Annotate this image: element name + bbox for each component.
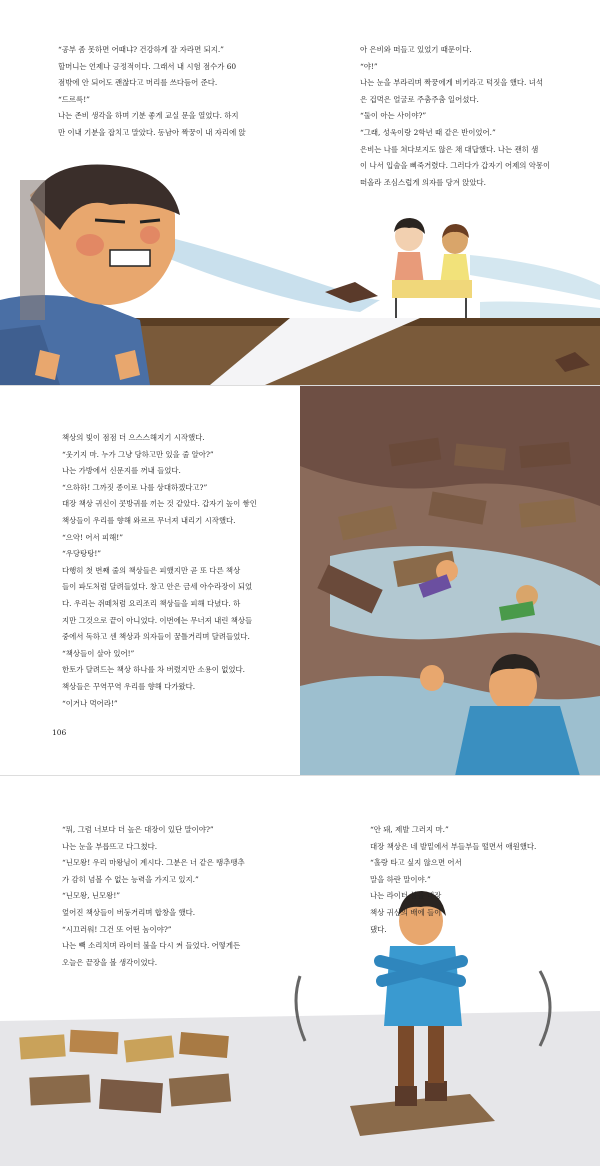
text-line: 가 감히 넘볼 수 없는 능력을 가지고 있지.”: [62, 874, 199, 884]
text-line: 이 나서 입술을 삐죽거렸다. 그러다가 갑자기 어제의 악몽이: [360, 161, 551, 171]
text-line: “닌모왕, 닌모왕!”: [62, 891, 121, 901]
text-line: 점밖에 안 되어도 괜찮다고 머리를 쓰다듬어 준다.: [58, 78, 218, 88]
kids-at-desk: [392, 218, 472, 318]
text-line: 만 이내 기분을 잡치고 말았다. 동남아 짝꿍이 내 자리에 앉: [58, 127, 246, 137]
text-line: 나는 가방에서 신문지를 꺼내 들었다.: [62, 466, 181, 476]
spread-3: [0, 775, 600, 1166]
text-line: 중에서 독하고 센 책상과 의자들이 꿈틀거리며 달려들었다.: [62, 632, 250, 642]
text-line: 나는 라이터 불을 대장: [370, 891, 442, 901]
text-line: “닌모왕! 우리 마왕님이 계시다. 그분은 너 같은 땡추땡추: [62, 858, 245, 868]
spread-1: [0, 0, 600, 385]
text-line: 나는 눈을 부라리며 짝꿍에게 비키라고 턱짓을 했다. 녀석: [360, 78, 544, 88]
text-block-left: [62, 822, 245, 971]
text-block-right: [360, 42, 550, 191]
text-line: 오늘은 끝장을 볼 생각이었다.: [62, 957, 158, 967]
text-line: 다행히 첫 번째 줄의 책상들은 피했지만 곧 또 다른 책상: [62, 565, 241, 575]
text-line: 대장 책상은 네 발밑에서 부들부들 떨면서 애원했다.: [370, 841, 537, 851]
text-line: 댔다.: [370, 924, 387, 934]
text-line: “우당탕탕!”: [62, 549, 102, 559]
text-line: “뭐, 그럼 너보다 더 높은 대장이 있단 말이야?”: [62, 825, 214, 834]
text-line: “시끄러워! 그건 또 어떤 놈이야?”: [62, 924, 172, 934]
text-line: “이거나 먹어라!”: [62, 698, 118, 708]
text-line: 대장 책상 귀신이 콧방귀를 끼는 것 같았다. 갑자기 높이 쌓인: [62, 499, 257, 509]
page-number: 106: [52, 728, 67, 737]
text-line: 말을 하란 말이야.”: [370, 874, 431, 884]
text-line: “공부 좀 못하면 어때냐? 건강하게 잘 자라면 되지.”: [58, 45, 224, 54]
text-line: “야!”: [360, 61, 378, 71]
spread-2: [0, 385, 600, 776]
text-line: “으악! 어서 피해!”: [62, 532, 124, 542]
text-line: 은 겁먹은 얼굴로 주춤주춤 일어섰다.: [360, 94, 479, 104]
text-line: “으하하! 그까짓 종이로 나를 상대하겠다고?”: [62, 482, 208, 492]
text-line: 은비는 나를 쳐다보지도 않은 채 대답했다. 나는 괜히 샘: [360, 144, 539, 154]
text-line: “그래, 성욱이랑 2학년 때 같은 반이었어.”: [360, 127, 496, 137]
text-line: “안 돼, 제발 그러지 마.”: [370, 825, 449, 834]
text-line: 책상의 빛이 점점 더 으스스해지기 시작했다.: [62, 433, 205, 442]
wind-swirl: [470, 255, 600, 300]
text-line: 들이 파도처럼 달려들었다. 창고 안은 금세 아수라장이 되었: [62, 582, 253, 592]
text-line: 아 은비와 떠들고 있었기 때문이다.: [360, 45, 472, 54]
text-line: 책상들이 우리를 향해 와르르 무너져 내리기 시작했다.: [62, 515, 236, 525]
wind-swirl: [480, 302, 600, 318]
text-line: 나는 눈을 부릅뜨고 다그쳤다.: [62, 841, 158, 851]
text-line: “드르륵!”: [58, 94, 90, 104]
text-line: 할머니는 언제나 긍정적이다. 그래서 내 시험 점수가 60: [58, 61, 237, 71]
text-line: 책상들은 꾸역꾸역 우리를 향해 다가왔다.: [62, 681, 196, 691]
text-line: 나는 존비 생각을 하며 기분 좋게 교실 문을 열었다. 하지: [58, 111, 239, 121]
text-line: 나는 빽 소리치며 라이터 불을 다시 켜 들었다. 어떻게든: [62, 941, 241, 951]
text-block-left: [58, 42, 246, 142]
text-block-right: [370, 822, 536, 938]
text-line: “홀랑 타고 싶지 않으면 어서: [370, 858, 462, 868]
text-line: 엎어진 책상들이 버둥거리며 합창을 했다.: [62, 907, 196, 917]
text-line: 다. 우리는 쥐떼처럼 요리조리 책상들을 피해 다녔다. 하: [62, 598, 241, 608]
text-line: 지만 그것으로 끝이 아니었다. 이번에는 무너져 내린 책상들: [62, 615, 253, 625]
text-line: 한토가 달려드는 책상 하나를 차 버렸지만 소용이 없었다.: [62, 665, 246, 675]
text-line: “책상들이 살아 있어!”: [62, 648, 135, 658]
text-line: “둘이 아는 사이야?”: [360, 111, 427, 121]
text-line: 떠올라 조심스럽게 의자를 당겨 앉았다.: [360, 177, 486, 187]
desk-storm-illustration: [0, 386, 600, 776]
text-line: “웃기지 마. 누가 그냥 당하고만 있을 줄 알아?”: [62, 449, 214, 459]
text-line: 책상 귀신의 배에 들이: [370, 907, 442, 917]
